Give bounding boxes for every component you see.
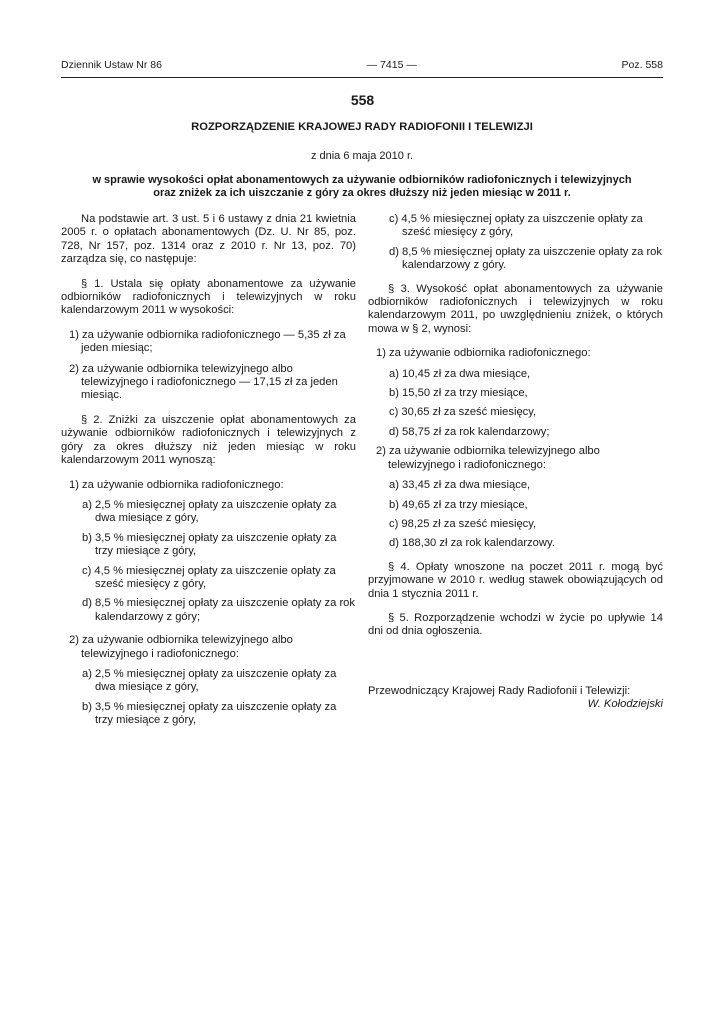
section-3-item-2d: d) 188,30 zł za rok kalendarzowy. bbox=[389, 537, 555, 550]
signatory-name: W. Kołodziejski bbox=[587, 698, 663, 711]
act-subject bbox=[61, 174, 663, 200]
signatory-role: Przewodniczący Krajowej Rady Radiofonii i Telewizji: bbox=[368, 685, 631, 697]
left-column bbox=[61, 213, 356, 734]
signature-block bbox=[368, 685, 663, 712]
section-1-item-2: 2) za używanie odbiornika telewizyjnego albo telewizyjnego i radiofonicznego — 17,15 zł za jeden miesiąc. bbox=[69, 362, 338, 402]
page-number: — 7415 — bbox=[366, 59, 417, 71]
section-5-paragraph: § 5. Rozporządzenie wchodzi w życie po upływie 14 dni od dnia ogłoszenia. bbox=[368, 611, 663, 638]
section-3-item-1b: b) 15,50 zł za trzy miesiące, bbox=[389, 387, 528, 400]
act-subject-line-2: oraz zniżek za ich uiszczanie z góry za okres dłuższy niż jeden miesiąc w 2011 r. bbox=[153, 187, 571, 199]
section-2-item-2b: b) 3,5 % miesięcznej opłaty za uiszczenie opłaty za trzy miesiące z góry, bbox=[82, 700, 337, 727]
act-subject-line-1: w sprawie wysokości opłat abonamentowych za używanie odbiorników radiofonicznych i telewizyjnych bbox=[92, 174, 632, 186]
section-3-item-1a: a) 10,45 zł za dwa miesiące, bbox=[389, 367, 531, 380]
section-2-item-1c: c) 4,5 % miesięcznej opłaty za uiszczenie opłaty za sześć miesięcy z góry, bbox=[82, 564, 336, 590]
section-3-item-1: 1) za używanie odbiornika radiofonicznego: bbox=[376, 347, 591, 360]
section-3-paragraph: § 3. Wysokość opłat abonamentowych za używanie odbiorników radiofonicznych i telewizyjnych w roku kalendarzowym 2011, po uwzględnieniu zniżek, o których mowa w § 2, wynosi: bbox=[368, 282, 663, 335]
right-column bbox=[368, 213, 663, 650]
position-number: Poz. 558 bbox=[621, 59, 663, 71]
section-1-paragraph: § 1. Ustala się opłaty abonamentowe za używanie odbiorników radiofonicznych i telewizyjnych w roku kalendarzowym 2011 w wysokości: bbox=[61, 277, 356, 317]
section-2-paragraph: § 2. Zniżki za uiszczenie opłat abonamentowych za używanie odbiorników radiofonicznych i telewizyjnych z góry za okres dłuższy niż jeden miesiąc w roku kalendarzowym 2011 wynoszą: bbox=[61, 413, 356, 467]
section-3-item-2c: c) 98,25 zł za sześć miesięcy, bbox=[389, 517, 537, 530]
section-3-item-2a: a) 33,45 zł za dwa miesiące, bbox=[389, 479, 531, 492]
section-2-item-1b: b) 3,5 % miesięcznej opłaty za uiszczenie opłaty za trzy miesiące z góry, bbox=[82, 531, 337, 558]
header-divider bbox=[61, 77, 663, 78]
section-3-item-2: 2) za używanie odbiornika telewizyjnego albo telewizyjnego i radiofonicznego: bbox=[376, 445, 600, 471]
section-3-item-1c: c) 30,65 zł za sześć miesięcy, bbox=[389, 406, 537, 419]
section-4-paragraph: § 4. Opłaty wnoszone na poczet 2011 r. mogą być przyjmowane w 2010 r. według stawek obowiązujących od dnia 1 stycznia 2011 r. bbox=[368, 560, 663, 600]
section-2-item-2d: d) 8,5 % miesięcznej opłaty za uiszczenie opłaty za rok kalendarzowy z góry. bbox=[389, 245, 662, 272]
section-3-item-2b: b) 49,65 zł za trzy miesiące, bbox=[389, 498, 528, 511]
act-title: ROZPORZĄDZENIE KRAJOWEJ RADY RADIOFONII I TELEWIZJI bbox=[191, 121, 533, 133]
act-date: z dnia 6 maja 2010 r. bbox=[310, 150, 414, 162]
preamble-paragraph: Na podstawie art. 3 ust. 5 i 6 ustawy z dnia 21 kwietnia 2005 r. o opłatach abonamentowych (Dz. U. Nr 85, poz. 728, Nr 157, poz. 1314 oraz z 2010 r. Nr 13, poz. 70) zarządza się, co następuje: bbox=[61, 213, 356, 266]
journal-name: Dziennik Ustaw Nr 86 bbox=[61, 59, 162, 71]
section-1-item-1: 1) za używanie odbiornika radiofonicznego — 5,35 zł za jeden miesiąc; bbox=[69, 328, 346, 355]
section-2-item-1a: a) 2,5 % miesięcznej opłaty za uiszczenie opłaty za dwa miesiące z góry, bbox=[82, 498, 337, 525]
section-2-item-1d: d) 8,5 % miesięcznej opłaty za uiszczenie opłaty za rok kalendarzowy z góry; bbox=[82, 597, 355, 623]
section-2-item-2: 2) za używanie odbiornika telewizyjnego albo telewizyjnego i radiofonicznego: bbox=[69, 634, 293, 660]
section-2-item-2c: c) 4,5 % miesięcznej opłaty za uiszczenie opłaty za sześć miesięcy z góry, bbox=[389, 213, 643, 239]
section-2-item-2a: a) 2,5 % miesięcznej opłaty za uiszczenie opłaty za dwa miesiące z góry, bbox=[82, 667, 337, 694]
act-number: 558 bbox=[350, 92, 375, 108]
section-2-item-1: 1) za używanie odbiornika radiofonicznego: bbox=[69, 478, 284, 491]
section-3-item-1d: d) 58,75 zł za rok kalendarzowy; bbox=[389, 425, 550, 438]
page-header bbox=[61, 57, 663, 73]
